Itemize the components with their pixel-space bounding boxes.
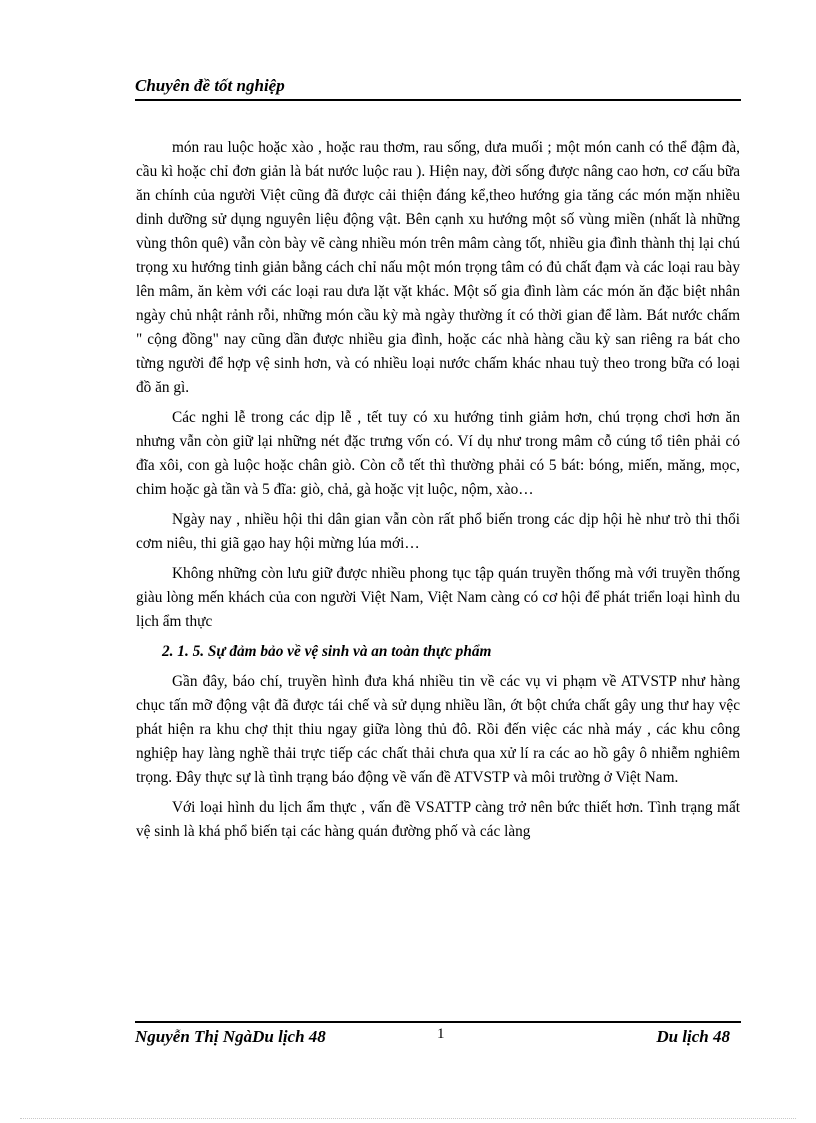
footer-course: Du lịch 48: [656, 1027, 730, 1046]
paragraph: món rau luộc hoặc xào , hoặc rau thơm, rau sống, dưa muối ; một món canh có thể đậm đà, cầu kì hoặc chỉ đơn giản là bát nước luộc rau ). Hiện nay, đời sống được nâng cao hơn, cơ cấu bữa ăn chính của người Việt cũng đã được cải thiện đáng kể,theo hướng gia tăng các món mặn nhiều dinh dưỡng sử dụng nguyên liệu động vật. Bên cạnh xu hướng một số vùng miền (nhất là những vùng thôn quê) vẫn còn bày vẽ càng nhiều món trên mâm càng tốt, nhiều gia đình thành thị lại chú trọng xu hướng tinh giản bằng cách chỉ nấu một món trọng tâm có đủ chất đạm và các loại rau bày lên mâm, ăn kèm với các loại rau dưa lặt vặt khác. Một số gia đình làm các món ăn đặc biệt nhân ngày chủ nhật rảnh rỗi, những món cầu kỳ mà ngày thường ít có thời gian để làm. Bát nước chấm " cộng đồng" nay cũng dần được nhiều gia đình, hoặc các nhà hàng cầu kỳ san riêng ra bát cho từng người để hợp vệ sinh hơn, và có nhiều loại nước chấm khác nhau tuỳ theo trong bữa có loại đồ ăn gì.: [136, 139, 740, 396]
section-heading: 2. 1. 5. Sự đảm bảo về vệ sinh và an toàn thực phẩm: [162, 643, 492, 660]
footer-author: Nguyễn Thị NgàDu lịch 48: [135, 1027, 326, 1046]
document-body: [136, 136, 740, 850]
header-divider: [135, 99, 741, 101]
paragraph: Với loại hình du lịch ẩm thực , vấn đề VSATTP càng trở nên bức thiết hơn. Tình trạng mất vệ sinh là khá phổ biến tại các hàng quán đường phố và các làng: [136, 799, 740, 840]
paragraph: Không những còn lưu giữ được nhiều phong tục tập quán truyền thống mà với truyền thống giàu lòng mến khách của con người Việt Nam, Việt Nam càng có cơ hội để phát triển loại hình du lịch ẩm thực: [136, 565, 740, 630]
paragraph: Các nghi lễ trong các dịp lễ , tết tuy có xu hướng tinh giảm hơn, chú trọng chơi hơn ăn nhưng vẫn còn giữ lại những nét đặc trưng vốn có. Ví dụ như trong mâm cỗ cúng tổ tiên phải có đĩa xôi, con gà luộc hoặc chân giò. Còn cỗ tết thì thường phải có 5 bát: bóng, miến, măng, mọc, chim hoặc gà tần và 5 đĩa: giò, chả, gà hoặc vịt luộc, nộm, xào…: [136, 409, 740, 498]
page-edge-divider: [20, 1118, 796, 1119]
paragraph: Ngày nay , nhiều hội thi dân gian vẫn còn rất phổ biến trong các dịp hội hè như trò thi thổi cơm niêu, thi giã gạo hay hội mừng lúa mới…: [136, 511, 740, 552]
footer-divider: [135, 1021, 741, 1023]
header-title: Chuyên đề tốt nghiệp: [135, 76, 285, 95]
paragraph: Gần đây, báo chí, truyền hình đưa khá nhiều tin về các vụ vi phạm về ATVSTP như hàng chục tấn mỡ động vật đã được tái chế và sử dụng nhiều lần, ớt bột chứa chất gây ung thư hay vệc phát hiện ra khu chợ thịt thiu ngay giữa lòng thủ đô. Rồi đến việc các nhà máy , các khu công nghiệp hay làng nghề thải trực tiếp các chất thải chưa qua xử lí ra các ao hồ gây ô nhiễm nghiêm trọng. Đây thực sự là tình trạng báo động về vấn đề ATVSTP và môi trường ở Việt Nam.: [136, 673, 740, 786]
page-number: 1: [437, 1026, 445, 1042]
